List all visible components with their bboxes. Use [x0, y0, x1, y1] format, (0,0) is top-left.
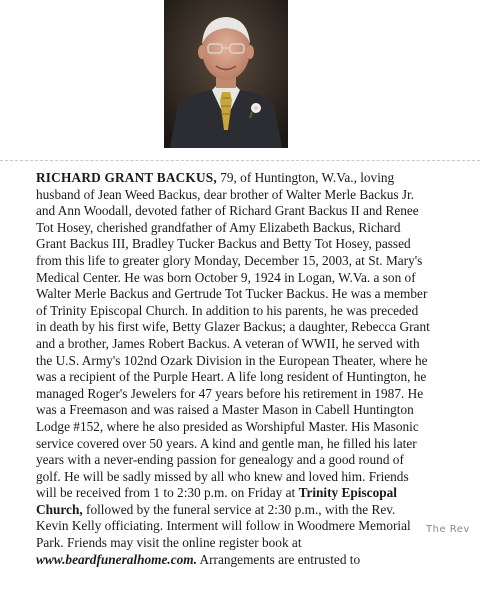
decedent-name: RICHARD GRANT BACKUS,	[36, 170, 217, 185]
obituary-body-part-1: 79, of Huntington, W.Va., loving husband of Jean Weed Backus, dear brother of Walter Merle Backus Jr. and Ann Woodall, devoted father of Richard Grant Backus II and Renee Tot Hosey, cherished grandfather of Amy Elizabeth Backus, Richard Grant Backus III, Bradley Tucker Backus and Betty Tot Hosey, passed from this life to greater glory Monday, December 15, 2003, at St. Mary's Medical Center. He was born October 9, 1924 in Logan, W.Va. a son of Walter Merle Backus and Gertrude Tot Tucker Backus. He was a member of Trinity Episcopal Church. In addition to his parents, he was preceded in death by his first wife, Betty Glazer Backus; a daughter, Rebecca Grant and a brother, James Robert Backus. A veteran of WWII, he served with the U.S. Army's 102nd Ozark Division in the European Theater, where he was a recipient of the Purple Heart. A life long resident of Huntington, he managed Roger's Jewelers for 47 years before his retirement in 1987. He was a Freemason and was raised a Master Mason in Cabell Huntington Lodge #152, where he also presided as Worshipful Master. His Masonic service covered over 50 years. A kind and gentle man, he filled his later years with a never-ending passion for genealogy and a good round of golf. He will be sadly missed by all who knew and loved him. Friends will be received from 1 to 2:30 p.m. on Friday at	[36, 170, 430, 501]
obituary-body-part-3: Arrangements are entrusted to	[196, 551, 361, 567]
obituary-body-part-2: followed by the funeral service at 2:30 p.m., with the Rev. Kevin Kelly officiating. Interment will follow in Woodmere Memorial Park. Friends may visit the online register book at	[36, 501, 411, 551]
handwritten-margin-note: The Rev	[426, 524, 470, 535]
separator-rule	[0, 160, 480, 161]
church-name: Trinity Episcopal Church,	[36, 485, 397, 517]
funeral-home-url: www.beardfuneralhome.com.	[36, 551, 197, 567]
portrait-photo-man-with-boutonniere-icon	[164, 0, 288, 148]
portrait-photo	[164, 0, 288, 148]
obituary-text	[36, 170, 430, 568]
